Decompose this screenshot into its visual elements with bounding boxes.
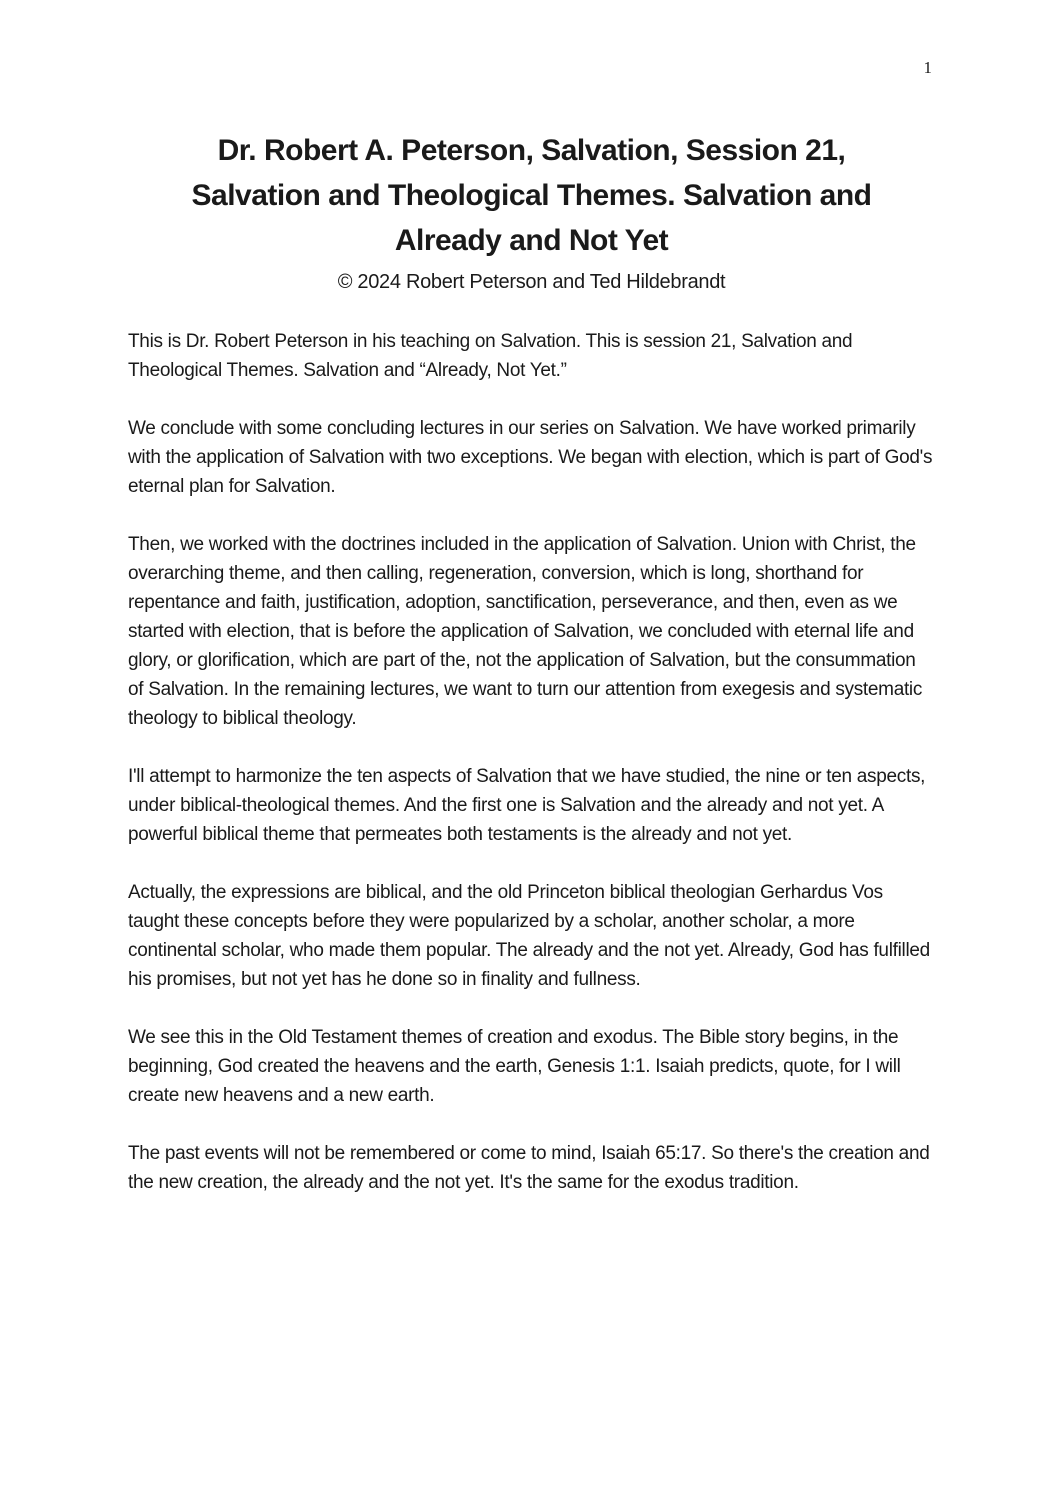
page-number: 1: [923, 58, 932, 77]
title-line-3: Already and Not Yet: [394, 224, 669, 257]
title-line-1: Dr. Robert A. Peterson, Salvation, Session 21,: [217, 134, 846, 167]
paragraph-6: We see this in the Old Testament themes of creation and exodus. The Bible story begins, in the beginning, God created the heavens and the earth, Genesis 1:1. Isaiah predicts, quote, for I will create new heavens and a new earth.: [128, 1027, 901, 1106]
document-content: [128, 0, 935, 1226]
document-body: [128, 327, 935, 1197]
paragraph-3: Then, we worked with the doctrines included in the application of Salvation. Union with Christ, the overarching theme, and then calling, regeneration, conversion, which is long, shorthand for repentance and faith, justification, adoption, sanctification, perseverance, and then, even as we started with election, that is before the application of Salvation, we concluded with eternal life and glory, or glorification, which are part of the, not the application of Salvation, but the consummation of Salvation. In the remaining lectures, we want to turn our attention from exegesis and systematic theology to biblical theology.: [128, 534, 923, 729]
paragraph-4: I'll attempt to harmonize the ten aspects of Salvation that we have studied, the nine or ten aspects, under biblical-theological themes. And the first one is Salvation and the already and not yet. A powerful biblical theme that permeates both testaments is the already and not yet.: [128, 766, 926, 845]
copyright-line: © 2024 Robert Peterson and Ted Hildebrandt: [337, 271, 726, 293]
title-line-2: Salvation and Theological Themes. Salvation and: [191, 179, 872, 212]
paragraph-7: The past events will not be remembered or come to mind, Isaiah 65:17. So there's the creation and the new creation, the already and the not yet. It's the same for the exodus tradition.: [128, 1143, 930, 1193]
paragraph-1: This is Dr. Robert Peterson in his teaching on Salvation. This is session 21, Salvation and Theological Themes. Salvation and “Already, Not Yet.”: [128, 331, 853, 381]
paragraph-2: We conclude with some concluding lectures in our series on Salvation. We have worked primarily with the application of Salvation with two exceptions. We began with election, which is part of God's eternal plan for Salvation.: [128, 418, 933, 497]
document-title: [128, 128, 935, 263]
paragraph-5: Actually, the expressions are biblical, and the old Princeton biblical theologian Gerhardus Vos taught these concepts before they were popularized by a scholar, another scholar, a more continental scholar, who made them popular. The already and the not yet. Already, God has fulfilled his promises, but not yet has he done so in finality and fullness.: [128, 882, 930, 990]
